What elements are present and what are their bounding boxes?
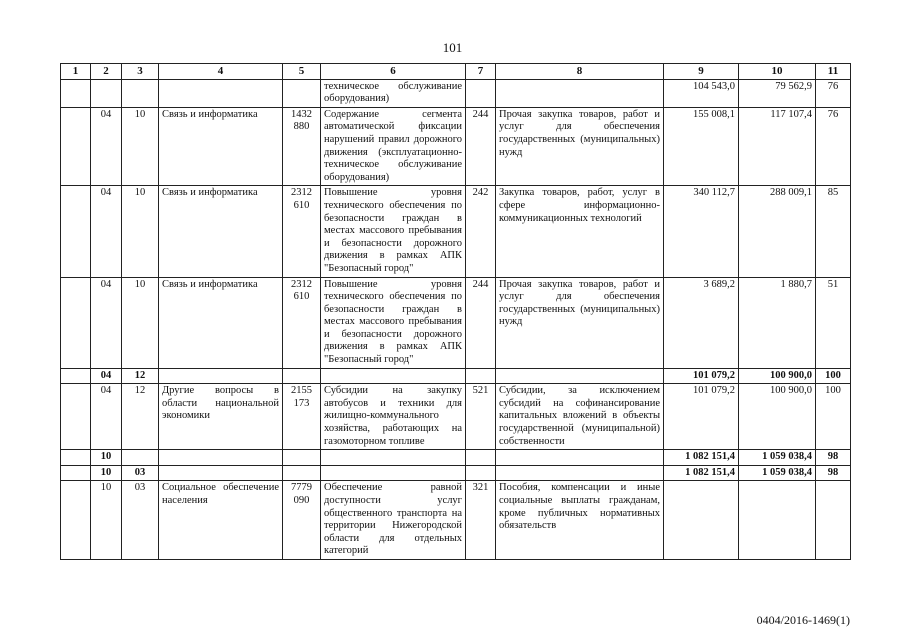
table-cell-c10: 1 059 038,4 <box>739 465 816 481</box>
table-cell-c4 <box>159 465 283 481</box>
table-cell-c8 <box>496 450 664 466</box>
table-row <box>61 465 851 481</box>
table-cell-c6: Повышение уровня технического обеспечения по безопасности граждан в местах массового пребывания и безопасности дорожного движения в рамках АПК "Безопасный город" <box>321 186 466 277</box>
table-cell-c6: Повышение уровня технического обеспечения по безопасности граждан в местах массового пребывания и безопасности дорожного движения в рамках АПК "Безопасный город" <box>321 277 466 368</box>
table-cell-c8 <box>496 368 664 384</box>
table-cell-c3: 03 <box>122 465 159 481</box>
table-cell-c2: 10 <box>91 481 122 560</box>
table-cell-c4 <box>159 79 283 107</box>
table-cell-c7 <box>466 450 496 466</box>
col-header: 11 <box>816 64 851 80</box>
table-cell-c6: Содержание сегмента автоматической фиксации нарушений правил дорожного движения (эксплуатационно-техническое обслуживание оборудования) <box>321 107 466 186</box>
table-cell-c4: Социальное обеспечение населения <box>159 481 283 560</box>
table-cell-c11: 76 <box>816 79 851 107</box>
table-cell-c10: 100 900,0 <box>739 384 816 450</box>
table-cell-c8: Закупка товаров, работ, услуг в сфере информационно-коммуникационных технологий <box>496 186 664 277</box>
table-cell-c6: Субсидии на закупку автобусов и техники для жилищно-коммунального хозяйства, работающих на газомоторном топливе <box>321 384 466 450</box>
table-cell-c3 <box>122 450 159 466</box>
table-row <box>61 450 851 466</box>
table-cell-c1 <box>61 277 91 368</box>
table-cell-c4: Связь и информатика <box>159 186 283 277</box>
table-cell-c6: техническое обслуживание оборудования) <box>321 79 466 107</box>
table-cell-c7 <box>466 368 496 384</box>
table-cell-c3: 12 <box>122 384 159 450</box>
table-row <box>61 107 851 186</box>
table-cell-c8: Пособия, компенсации и иные социальные выплаты гражданам, кроме публичных нормативных обязательств <box>496 481 664 560</box>
table-cell-c4 <box>159 450 283 466</box>
col-header: 6 <box>321 64 466 80</box>
table-cell-c8: Прочая закупка товаров, работ и услуг для обеспечения государственных (муниципальных) нужд <box>496 277 664 368</box>
table-cell-c4: Связь и информатика <box>159 277 283 368</box>
table-cell-c9: 155 008,1 <box>664 107 739 186</box>
col-header: 8 <box>496 64 664 80</box>
table-cell-c9: 1 082 151,4 <box>664 450 739 466</box>
table-cell-c5: 2312 610 <box>283 186 321 277</box>
page-number: 101 <box>442 40 463 55</box>
col-header: 7 <box>466 64 496 80</box>
col-header: 10 <box>739 64 816 80</box>
table-cell-c8 <box>496 465 664 481</box>
table-cell-c6 <box>321 368 466 384</box>
table-cell-c3: 10 <box>122 186 159 277</box>
table-cell-c6 <box>321 450 466 466</box>
table-cell-c10 <box>739 481 816 560</box>
table-cell-c8: Прочая закупка товаров, работ и услуг для обеспечения государственных (муниципальных) нужд <box>496 107 664 186</box>
table-cell-c2: 04 <box>91 107 122 186</box>
table-cell-c1 <box>61 450 91 466</box>
table-cell-c5: 2155 173 <box>283 384 321 450</box>
table-cell-c3: 10 <box>122 107 159 186</box>
table-cell-c2: 10 <box>91 465 122 481</box>
table-row <box>61 277 851 368</box>
table-cell-c10: 1 880,7 <box>739 277 816 368</box>
table-cell-c7: 521 <box>466 384 496 450</box>
table-cell-c7 <box>466 465 496 481</box>
table-cell-c5 <box>283 450 321 466</box>
table-cell-c1 <box>61 384 91 450</box>
table-cell-c2: 04 <box>91 368 122 384</box>
document-code: 0404/2016-1469(1) <box>756 613 850 627</box>
table-cell-c9 <box>664 481 739 560</box>
col-header: 3 <box>122 64 159 80</box>
table-cell-c9: 3 689,2 <box>664 277 739 368</box>
table-cell-c4 <box>159 368 283 384</box>
table-cell-c2 <box>91 79 122 107</box>
table-cell-c1 <box>61 107 91 186</box>
header-row <box>61 64 851 80</box>
table-cell-c6: Обеспечение равной доступности услуг общественного транспорта на территории Нижегородской области для отдельных категорий <box>321 481 466 560</box>
table-cell-c1 <box>61 465 91 481</box>
table-cell-c5: 7779 090 <box>283 481 321 560</box>
table-cell-c11: 76 <box>816 107 851 186</box>
table-cell-c8: Субсидии, за исключением субсидий на софинансирование капитальных вложений в объекты государственной (муниципальной) собственности <box>496 384 664 450</box>
table-cell-c11: 100 <box>816 368 851 384</box>
table-row <box>61 384 851 450</box>
table-cell-c9: 101 079,2 <box>664 368 739 384</box>
col-header: 9 <box>664 64 739 80</box>
table-row <box>61 186 851 277</box>
table-cell-c5 <box>283 368 321 384</box>
table-cell-c6 <box>321 465 466 481</box>
table-cell-c5 <box>283 465 321 481</box>
table-row <box>61 79 851 107</box>
table-cell-c1 <box>61 368 91 384</box>
table-cell-c9: 1 082 151,4 <box>664 465 739 481</box>
table-cell-c1 <box>61 481 91 560</box>
table-cell-c11 <box>816 481 851 560</box>
table-cell-c11: 51 <box>816 277 851 368</box>
table-cell-c9: 340 112,7 <box>664 186 739 277</box>
table-cell-c11: 98 <box>816 450 851 466</box>
table-cell-c4: Связь и информатика <box>159 107 283 186</box>
table-cell-c7: 242 <box>466 186 496 277</box>
table-cell-c10: 1 059 038,4 <box>739 450 816 466</box>
table-cell-c3: 03 <box>122 481 159 560</box>
table-cell-c2: 04 <box>91 186 122 277</box>
table-cell-c7: 244 <box>466 107 496 186</box>
table-cell-c7 <box>466 79 496 107</box>
table-cell-c10: 117 107,4 <box>739 107 816 186</box>
table-cell-c4: Другие вопросы в области национальной экономики <box>159 384 283 450</box>
table-cell-c10: 288 009,1 <box>739 186 816 277</box>
col-header: 4 <box>159 64 283 80</box>
table-cell-c1 <box>61 79 91 107</box>
col-header: 1 <box>61 64 91 80</box>
table-cell-c10: 100 900,0 <box>739 368 816 384</box>
table-cell-c5: 2312 610 <box>283 277 321 368</box>
col-header: 5 <box>283 64 321 80</box>
table-cell-c2: 04 <box>91 384 122 450</box>
table-cell-c3: 10 <box>122 277 159 368</box>
table-cell-c11: 85 <box>816 186 851 277</box>
table-cell-c1 <box>61 186 91 277</box>
table-row <box>61 368 851 384</box>
table-cell-c3: 12 <box>122 368 159 384</box>
budget-table <box>60 63 851 560</box>
table-cell-c11: 100 <box>816 384 851 450</box>
table-cell-c8 <box>496 79 664 107</box>
table-cell-c10: 79 562,9 <box>739 79 816 107</box>
table-cell-c2: 04 <box>91 277 122 368</box>
col-header: 2 <box>91 64 122 80</box>
table-cell-c5 <box>283 79 321 107</box>
table-cell-c2: 10 <box>91 450 122 466</box>
table-cell-c7: 244 <box>466 277 496 368</box>
table-cell-c9: 104 543,0 <box>664 79 739 107</box>
table-cell-c7: 321 <box>466 481 496 560</box>
table-cell-c11: 98 <box>816 465 851 481</box>
table-cell-c9: 101 079,2 <box>664 384 739 450</box>
table-row <box>61 481 851 560</box>
table-cell-c3 <box>122 79 159 107</box>
table-cell-c5: 1432 880 <box>283 107 321 186</box>
